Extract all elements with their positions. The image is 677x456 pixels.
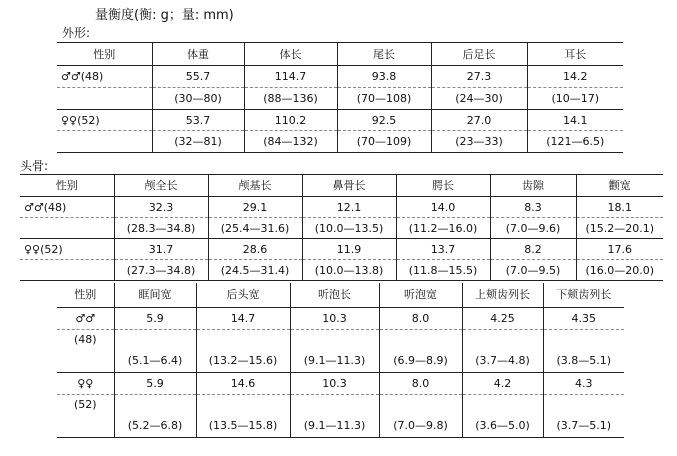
table-row-male-range <box>57 350 624 372</box>
skull-measurements-table-1 <box>20 174 663 281</box>
table-cell: 12.1 <box>302 197 396 218</box>
table-cell: (3.7—4.8) <box>462 350 543 372</box>
section-label-external: 外形: <box>62 26 91 40</box>
table-header-row <box>57 283 624 307</box>
table-cell: (13.5—15.8) <box>196 415 290 437</box>
table-cell: 8.2 <box>490 239 576 260</box>
empty-cell <box>57 415 114 437</box>
table-cell: (24.5—31.4) <box>208 260 302 281</box>
table-row-male-count <box>57 329 624 350</box>
table-cell: 31.7 <box>114 239 208 260</box>
group-label: ♀♀(52) <box>20 239 114 260</box>
table-header-row <box>20 175 663 197</box>
table-cell: (3.6—5.0) <box>462 415 543 437</box>
table-header-row <box>57 43 623 66</box>
column-header: 眶间宽 <box>114 283 196 307</box>
table-cell: 8.3 <box>490 197 576 218</box>
group-label: ♂♂(48) <box>20 197 114 218</box>
column-header: 耳长 <box>527 43 623 66</box>
table-cell: 14.6 <box>196 372 290 394</box>
skull-measurements-table-2 <box>57 283 624 438</box>
column-header: 体长 <box>244 43 337 66</box>
column-header: 尾长 <box>337 43 431 66</box>
table-cell: 5.9 <box>114 307 196 329</box>
column-header: 性别 <box>57 283 114 307</box>
table-row-male-mean <box>57 307 624 329</box>
table-cell: 18.1 <box>576 197 663 218</box>
table-cell: (10—17) <box>527 88 623 110</box>
table-cell: 110.2 <box>244 110 337 131</box>
table-cell: (5.2—6.8) <box>114 415 196 437</box>
table-cell: (10.0—13.5) <box>302 218 396 239</box>
table-cell: (7.0—9.5) <box>490 260 576 281</box>
table-cell: 10.3 <box>290 307 379 329</box>
column-header: 颅基长 <box>208 175 302 197</box>
table-cell: 4.25 <box>462 307 543 329</box>
table-cell: (25.4—31.6) <box>208 218 302 239</box>
table-cell: 8.0 <box>379 372 462 394</box>
table-cell: (13.2—15.6) <box>196 350 290 372</box>
table-cell: 11.9 <box>302 239 396 260</box>
empty-cell <box>57 88 152 110</box>
column-header: 齿隙 <box>490 175 576 197</box>
table-cell: (70—108) <box>337 88 431 110</box>
column-header: 上颊齿列长 <box>462 283 543 307</box>
group-label: ♀♀ <box>57 372 114 394</box>
external-measurements-table <box>57 42 623 153</box>
column-header: 性别 <box>57 43 152 66</box>
column-header: 体重 <box>152 43 244 66</box>
group-label: ♂♂ <box>57 307 114 329</box>
table-cell: 29.1 <box>208 197 302 218</box>
column-header: 腭长 <box>396 175 490 197</box>
table-cell: 14.7 <box>196 307 290 329</box>
table-cell: (84—132) <box>244 131 337 153</box>
table-cell: 4.35 <box>543 307 624 329</box>
table-cell: 17.6 <box>576 239 663 260</box>
table-row-female-mean <box>57 372 624 394</box>
table-cell: 5.9 <box>114 372 196 394</box>
table-cell: 4.2 <box>462 372 543 394</box>
table-cell: 14.0 <box>396 197 490 218</box>
empty-cell <box>20 218 114 239</box>
table-row-female-count <box>57 394 624 415</box>
section-label-skull: 头骨: <box>20 159 49 173</box>
table-cell: 14.1 <box>527 110 623 131</box>
table-cell: (88—136) <box>244 88 337 110</box>
table-cell: 28.6 <box>208 239 302 260</box>
column-header: 后足长 <box>431 43 527 66</box>
group-label: ♂♂(48) <box>57 66 152 88</box>
table-cell: (6.9—8.9) <box>379 350 462 372</box>
table-row-female-mean <box>20 239 663 260</box>
table-row-male-mean <box>20 197 663 218</box>
table-cell: 55.7 <box>152 66 244 88</box>
column-header: 后头宽 <box>196 283 290 307</box>
table-cell: (28.3—34.8) <box>114 218 208 239</box>
table-cell: (11.2—16.0) <box>396 218 490 239</box>
empty-cell <box>57 131 152 153</box>
group-count: (52) <box>57 394 114 415</box>
table-cell: (10.0—13.8) <box>302 260 396 281</box>
group-label: ♀♀(52) <box>57 110 152 131</box>
empty-cell <box>57 350 114 372</box>
empty-cell <box>20 260 114 281</box>
table-cell: (3.8—5.1) <box>543 350 624 372</box>
table-cell: (24—30) <box>431 88 527 110</box>
table-cell: 13.7 <box>396 239 490 260</box>
table-cell: 53.7 <box>152 110 244 131</box>
column-header: 颅全长 <box>114 175 208 197</box>
column-header: 性别 <box>20 175 114 197</box>
table-cell: 32.3 <box>114 197 208 218</box>
column-header: 鼻骨长 <box>302 175 396 197</box>
table-cell: 27.0 <box>431 110 527 131</box>
column-header: 颧宽 <box>576 175 663 197</box>
table-row-female-mean <box>57 110 623 131</box>
column-header: 下颊齿列长 <box>543 283 624 307</box>
table-cell: 14.2 <box>527 66 623 88</box>
table-cell: (9.1—11.3) <box>290 415 379 437</box>
column-header: 听泡宽 <box>379 283 462 307</box>
table-cell: 114.7 <box>244 66 337 88</box>
table-row-female-range <box>57 415 624 437</box>
table-cell: 93.8 <box>337 66 431 88</box>
group-count: (48) <box>57 329 114 350</box>
table-row-female-range <box>20 260 663 281</box>
table-cell: (23—33) <box>431 131 527 153</box>
table-cell: (11.8—15.5) <box>396 260 490 281</box>
table-cell: (15.2—20.1) <box>576 218 663 239</box>
table-row-female-range <box>57 131 623 153</box>
table-cell: (121—6.5) <box>527 131 623 153</box>
table-cell: (70—109) <box>337 131 431 153</box>
table-cell: (30—80) <box>152 88 244 110</box>
table-cell: (7.0—9.8) <box>379 415 462 437</box>
column-header: 听泡长 <box>290 283 379 307</box>
table-cell: (9.1—11.3) <box>290 350 379 372</box>
table-cell: 27.3 <box>431 66 527 88</box>
table-cell: (16.0—20.0) <box>576 260 663 281</box>
table-cell: (5.1—6.4) <box>114 350 196 372</box>
table-row-male-mean <box>57 66 623 88</box>
table-row-male-range <box>20 218 663 239</box>
table-cell: 8.0 <box>379 307 462 329</box>
table-cell: 10.3 <box>290 372 379 394</box>
table-cell: (27.3—34.8) <box>114 260 208 281</box>
table-row-male-range <box>57 88 623 110</box>
table-cell: (7.0—9.6) <box>490 218 576 239</box>
table-cell: 92.5 <box>337 110 431 131</box>
table-cell: 4.3 <box>543 372 624 394</box>
page-title: 量衡度(衡: g；量: mm) <box>95 8 234 23</box>
table-cell: (3.7—5.1) <box>543 415 624 437</box>
table-cell: (32—81) <box>152 131 244 153</box>
